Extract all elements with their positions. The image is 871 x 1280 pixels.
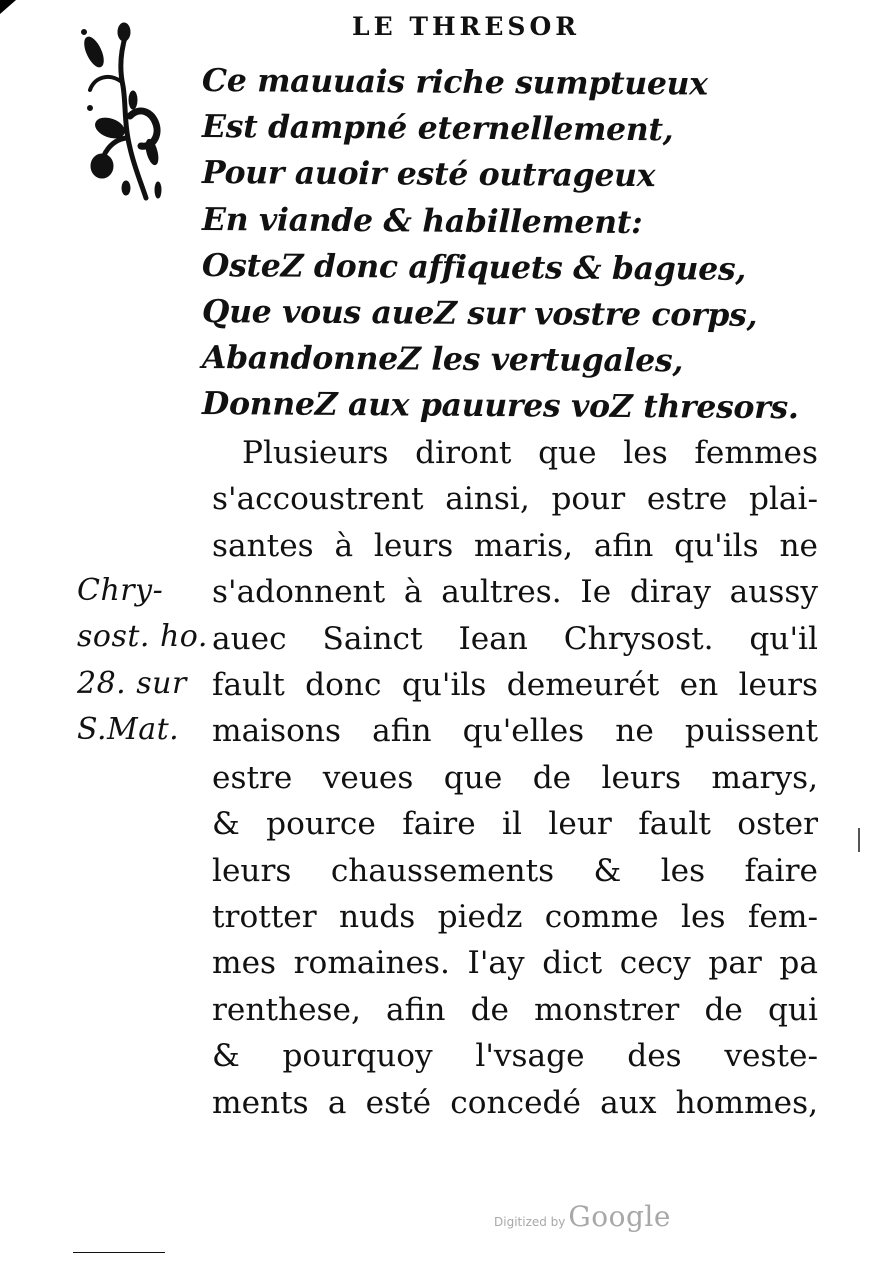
verse-line: Pour auoir esté outrageux (201, 154, 656, 195)
woodcut-ornament-icon (74, 20, 184, 205)
verse-line: Ce mauuais riche sumptueux (201, 62, 708, 103)
prose-line: Plusieurs diront que les femmes (242, 435, 818, 471)
margin-citation-line: 28. sur (77, 665, 187, 701)
prose-line: mes romaines. I'ay dict cecy par pa (212, 945, 818, 982)
prose-line: fault donc qu'ils demeurét en leurs (212, 667, 818, 704)
scan-corner-shadow (0, 0, 16, 14)
prose-paragraph (212, 430, 822, 1126)
google-logo: Google (568, 1200, 671, 1233)
verse-line: Est dampné eternellement, (201, 108, 674, 149)
margin-citation-line: Chry- (77, 573, 164, 608)
prose-line: ments a esté concedé aux hommes, (212, 1084, 818, 1121)
margin-citation-line: S.Mat. (77, 712, 180, 748)
verse-stanza (202, 58, 822, 428)
prose-line: & pourquoy l'vsage des veste- (212, 1038, 818, 1075)
prose-line: santes à leurs maris, afin qu'ils ne (212, 527, 818, 564)
digitized-by-watermark (494, 1200, 694, 1240)
prose-line: renthese, afin de monstrer de qui (212, 991, 818, 1028)
verse-line: Que vous aueZ sur vostre corps, (201, 293, 758, 334)
verse-line: En viande & habillement: (201, 200, 643, 241)
verse-line: AbandonneZ les vertugales, (201, 339, 684, 380)
running-head: LE THRESOR (352, 12, 581, 41)
footer-rule (73, 1252, 165, 1253)
verse-line: OsteZ donc affiquets & bagues, (201, 246, 747, 288)
prose-line: s'adonnent à aultres. Ie diray aussy (212, 574, 818, 611)
prose-line: estre veues que de leurs marys, (212, 759, 818, 796)
prose-line: trotter nuds piedz comme les fem- (212, 899, 818, 936)
prose-line: leurs chaussements & les faire (212, 852, 818, 889)
prose-line: & pource faire il leur fault oster (212, 806, 818, 843)
page-edge-mark (858, 828, 860, 852)
watermark-prefix: Digitized by (494, 1215, 566, 1229)
verse-line: DonneZ aux pauures voZ thresors. (201, 385, 799, 427)
prose-line: maisons afin qu'elles ne puissent (212, 713, 818, 750)
prose-line: auec Sainct Iean Chrysost. qu'il (212, 620, 818, 657)
margin-citation-line: sost. ho. (77, 619, 208, 655)
margin-citation (77, 568, 209, 754)
prose-line: s'accoustrent ainsi, pour estre plai- (212, 481, 818, 518)
